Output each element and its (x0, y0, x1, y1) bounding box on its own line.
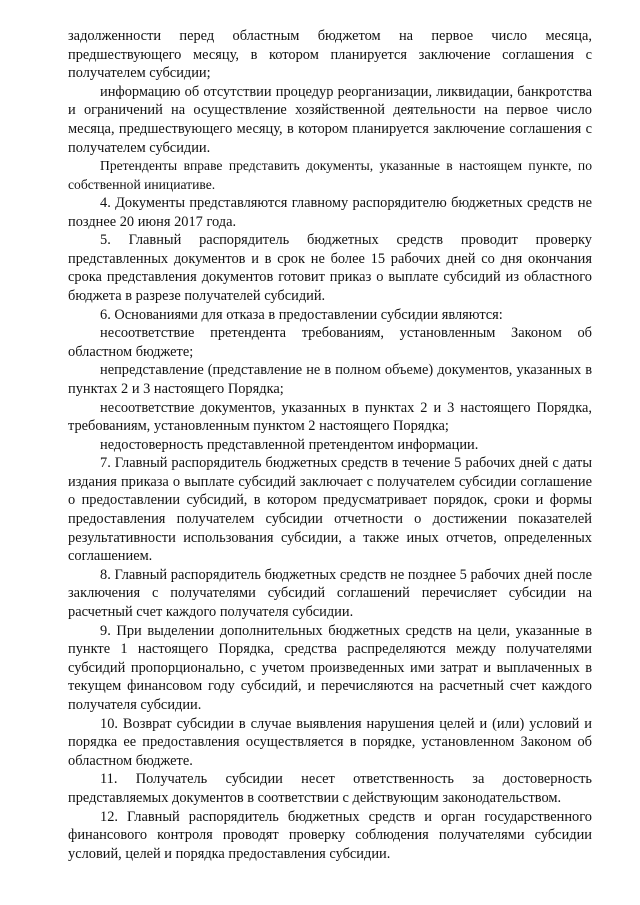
paragraph-item-10: 10. Возврат субсидии в случае выявления нарушения целей и (или) условий и порядка ее предоставления осуществляется в порядке, установленном Законом об областном бюджете. (68, 715, 592, 769)
paragraph-refusal-reason-4: недостоверность представленной претендентом информации. (100, 436, 479, 453)
paragraph-item-6: 6. Основаниями для отказа в предоставлении субсидии являются: (100, 306, 503, 323)
paragraph-item-8: 8. Главный распорядитель бюджетных средств не позднее 5 рабочих дней после заключения с получателями субсидий соглашений перечисляет субсидии на расчетный счет каждого получателя субсидии. (68, 566, 592, 621)
paragraph-item-5: 5. Главный распорядитель бюджетных средств проводит проверку представленных документов и в срок не более 15 рабочих дней со дня окончания срока представления документов готовит приказ о выплате субсидий из областного бюджета в разрезе получателей субсидий. (68, 232, 592, 304)
paragraph-item-11: 11. Получатель субсидии несет ответственность за достоверность представляемых документов в соответствии с действующим законодательством. (68, 771, 592, 806)
paragraph-reorganization-info: информацию об отсутствии процедур реорганизации, ликвидации, банкротства и ограничений на осуществление хозяйственной деятельности на первое число месяца, предшествующего месяцу, в котором планируется заключение соглашения с получателем субсидии. (68, 83, 592, 156)
paragraph-item-9: 9. При выделении дополнительных бюджетных средств на цели, указанные в пункте 1 настоящего Порядка, средства распределяются между получателями субсидий пропорционально, с учетом произведенных ими затрат и выплаченных в текущем финансовом году субсидий, и перечисляются на расчетный счет каждого получателя субсидии. (68, 622, 592, 713)
paragraph-refusal-reason-3: несоответствие документов, указанных в пунктах 2 и 3 настоящего Порядка, требованиям, установленным пунктом 2 настоящего Порядка; (68, 399, 592, 435)
document-page (68, 27, 592, 863)
paragraph-own-initiative: Претенденты вправе представить документы, указанные в настоящем пункте, по собственной инициативе. (68, 158, 592, 192)
paragraph-refusal-reason-1: несоответствие претендента требованиям, установленным Законом об областном бюджете; (68, 325, 592, 360)
paragraph-item-4: 4. Документы представляются главному распорядителю бюджетных средств не позднее 20 июня 2017 года. (68, 194, 592, 230)
paragraph-debt-condition: задолженности перед областным бюджетом на первое число месяца, предшествующего месяцу, в котором планируется заключение соглашения с получателем субсидии; (68, 28, 592, 82)
paragraph-item-7: 7. Главный распорядитель бюджетных средств в течение 5 рабочих дней с даты издания приказа о выплате субсидий заключает с получателем субсидии соглашение о предоставлении субсидий, в котором предусматривает порядок, сроки и формы предоставления получателем субсидии отчетности о достижении показателей результативности использования субсидии, а также иных отчетов, определенных соглашением. (68, 455, 592, 565)
paragraph-item-12: 12. Главный распорядитель бюджетных средств и орган государственного финансового контроля проводят проверку соблюдения получателями субсидии условий, целей и порядка предоставления субсидии. (68, 808, 592, 862)
paragraph-refusal-reason-2: непредставление (представление не в полном объеме) документов, указанных в пунктах 2 и 3 настоящего Порядка; (68, 362, 592, 397)
